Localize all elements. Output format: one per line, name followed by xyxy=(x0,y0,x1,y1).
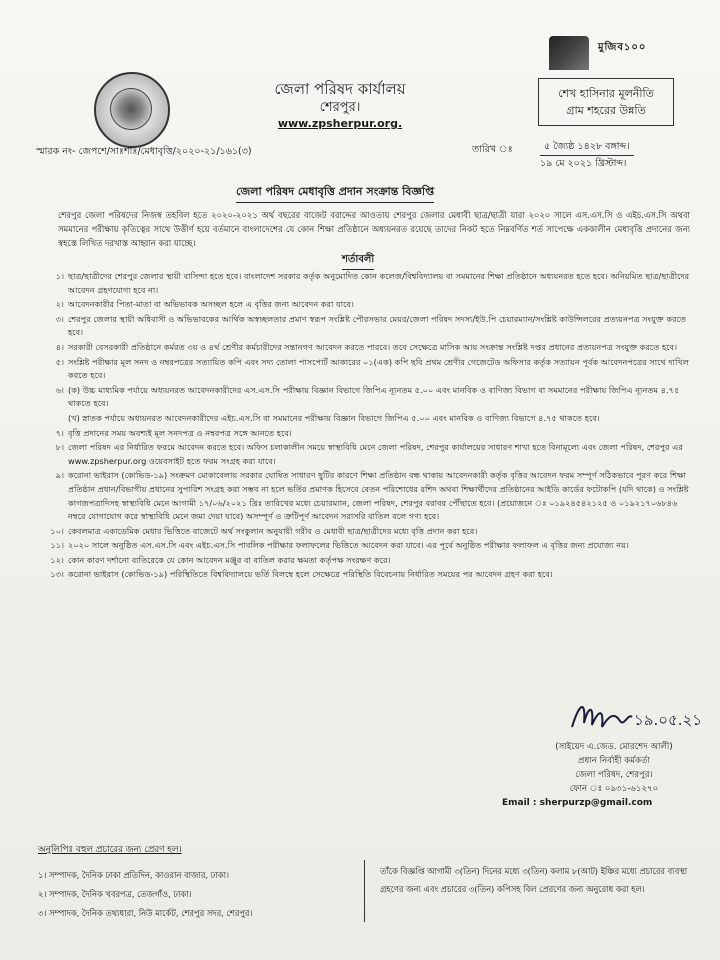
condition-number: ৮। xyxy=(55,442,64,453)
condition-item xyxy=(40,298,690,312)
condition-item xyxy=(40,441,690,468)
intro-paragraph: শেরপুর জেলা পরিষদের নিজস্ব তহবিল হতে ২০২০-২০২১ অর্থ বছরের বাজেট বরাদ্দের আওতায় শেরপুর জেলার মেধাবী ছাত্র/ছাত্রী যারা ২০২০ সালে এস.এস.সি ও এইচ.এস.সি অথবা সমমানের পরীক্ষায় কৃতিত্বের সাথে উত্তীর্ণ হয়ে বর্তমানে বাংলাদেশের যে কোন শিক্ষা প্রতিষ্ঠানে অধ্যয়নরত রয়েছে তাদের নিকট হতে নিম্নবর্ণিত শর্ত সাপেক্ষে এককালীন মেধাবৃত্তি প্রদানের জন্য স্বহস্তে লিখিত দরখাস্ত আহ্বান করা যাচ্ছে। xyxy=(58,210,690,248)
condition-item xyxy=(40,270,690,297)
condition-item xyxy=(40,384,690,411)
condition-text: করোনা ভাইরাস (কোভিড-১৯) পরিস্থিতিতে বিশ্ববিদ্যালয়ে ভর্তি বিলম্বে হলে সেক্ষেত্রে পরিস্থিতি বিবেচনায় নির্ধারিত সময়ের পর আবেদন গ্রহণ করা হবে। xyxy=(68,569,553,580)
copy-recipient: ২। সম্পাদক, দৈনিক খবরপত্র, তেজগাঁও, ঢাকা। xyxy=(38,889,192,899)
memo-reference: স্মারক নং- জেপশে/সাঃশাঃ/মেধাবৃত্তি/২০২০-২১/১৬১(৩) xyxy=(36,146,252,157)
condition-number: ১৩। xyxy=(50,569,64,580)
signer-name: (সাইয়েদ এ.জেড. মোরশেদ আলী) xyxy=(555,742,673,752)
condition-item xyxy=(40,525,690,539)
signature-date: ১৯.০৫.২১ xyxy=(634,711,702,729)
signer-designation: প্রধান নির্বাহী কর্মকর্তা xyxy=(578,756,650,766)
condition-number: ৬। xyxy=(55,384,64,395)
condition-text: করোনা ভাইরাস (কোভিড-১৯) সংক্রমণ মোকাবেলায় সরকার ঘোষিত সাধারণ ছুটির কারণে শিক্ষা প্রতিষ্ঠান বন্ধ থাকায় আবেদনকারী কর্তৃক বৃত্তির আবেদন ফরম সম্পূর্ণ সঠিকভাবে পূরণ করে শিক্ষা প্রতিষ্ঠান প্রধান/বিভাগীয় প্রধানের সুপারিশ সংগ্রহ করা সম্ভব না হলে ভর্তির প্রমাণক হিসেবে বেতন পরিশোধের রশিদ অথবা শিক্ষার্থীদের প্রতিষ্ঠানের আইডি কার্ডের ফটোকপি (যদি থাকে) ও সংশ্লিষ্ট কাগজপত্রাদিসহ স্বাস্থ্যবিধি মেনে আগামী ১৭/০৬/২০২১ খ্রিঃ তারিখের মধ্যে চেয়ারম্যান, জেলা পরিষদ, শেরপুর বরাবর পৌঁছাতে হবে। (প্রয়োজনে ঃ ০১৯২৪৫৪২১২৫ ও ০১৯২১৭০৬৮৪৬ নম্বরে যোগাযোগ করে স্বাস্থ্যবিধি মেনে জমা দেয়া যাবে) অসম্পূর্ণ ও ত্রুটিপূর্ণ আবেদন সরাসরি বাতিল বলে গণ্য হবে। xyxy=(68,470,689,522)
condition-item xyxy=(40,469,690,523)
date-english: ১৯ মে ২০২১ খ্রিস্টাব্দ। xyxy=(540,158,627,169)
condition-number: ২। xyxy=(55,299,64,310)
conditions-list xyxy=(40,270,690,583)
condition-text: সংশ্লিষ্ট পরীক্ষার মূল সনদ ও নম্বরপত্রের সত্যায়িত কপি এবং সদ্য তোলা পাসপোর্ট আকারের ০১(এক) কপি ছবি প্রথম শ্রেণীর গেজেটেড অফিসার কর্তৃক সত্যায়ন পূর্বক আবেদনপত্রের সাথে দাখিল করতে হবে। xyxy=(68,356,689,381)
condition-text: কোন কারণ দর্শানো ব্যতিরেকে যে কোন আবেদন মঞ্জুর বা বাতিল করার ক্ষমতা কর্তৃপক্ষ সংরক্ষণ করে। xyxy=(68,554,391,565)
slogan-line-2: গ্রাম শহরের উন্নতি xyxy=(566,104,646,117)
signer-email[interactable]: Email : sherpurzp@gmail.com xyxy=(502,798,653,808)
condition-text: শেরপুর জেলার স্থায়ী অধিবাসী ও অভিভাবকের আর্থিক অস্বচ্ছলতার প্রমাণ স্বরূপ সংশ্লিষ্ট পৌরসভার মেয়র/জেলা পরিষদ সদস্য/ইউ.পি চেয়ারম্যান/সংশ্লিষ্ট কাউন্সিলরের প্রত্যয়নপত্র সংযুক্ত করতে হবে। xyxy=(68,313,687,338)
mujib-100-logo: মুজিব১০০ xyxy=(598,42,647,53)
condition-item xyxy=(40,412,690,426)
divider xyxy=(364,860,365,922)
website-link[interactable]: www.zpsherpur.org. xyxy=(277,117,403,130)
condition-number: ৩। xyxy=(55,313,64,324)
date-bangla: ৫ জ্যৈষ্ঠ ১৪২৮ বঙ্গাব্দ। xyxy=(540,140,634,156)
copy-title: অনুলিপিঃ বহুল প্রচারের জন্য প্রেরণ হল। xyxy=(38,845,182,855)
condition-item xyxy=(40,341,690,355)
slogan-line-1: শেখ হাসিনার মূলনীতি xyxy=(558,87,654,100)
copy-recipients xyxy=(38,866,358,923)
condition-text: ছাত্র/ছাত্রীদের শেরপুর জেলার স্থায়ী বাসিন্দা হতে হবে। বাংলাদেশ সরকার কর্তৃক অনুমোদিত কোন কলেজ/বিশ্ববিদ্যালয় বা সমমানের শিক্ষা প্রতিষ্ঠানে অধ্যয়নরত হতে হবে। অনিয়মিত ছাত্র/ছাত্রীদের আবেদন গ্রহণযোগ্য হবে না। xyxy=(68,271,690,295)
condition-text: (ক) উচ্চ মাধ্যমিক পর্যায়ে অধ্যয়নরত আবেদনকারীদের এস.এস.সি পরীক্ষায় বিজ্ঞান বিভাগে জিপিএ ন্যূনতম ৫.০০ এবং মানবিক ও বাণিজ্য বিভাগ বা সমমানের পরীক্ষায় জিপিএ ন্যূনতম ৪.৭৫ থাকতে হবে। xyxy=(68,384,680,409)
copy-recipient: ৩। সম্পাদক, দৈনিক তথ্যধারা, নিউ মার্কেট, শেরপুর সদর, শেরপুর। xyxy=(38,908,253,918)
condition-number: ৪। xyxy=(55,341,64,352)
portrait-logo-icon xyxy=(549,36,589,70)
condition-text: সরকারী বেসরকারী প্রতিষ্ঠানে কর্মরত ৩য় ও ৪র্থ শ্রেণীর কর্মচারীদের সন্তানগণ আবেদন করতে পারবে। তবে সেক্ষেত্রে মাসিক আয় সংক্রান্ত সংশ্লিষ্ট দপ্তর প্রধানের প্রত্যয়নপত্র সংযুক্ত করতে হবে। xyxy=(68,341,678,352)
conditions-title: শর্তাবলী xyxy=(342,252,374,270)
condition-item xyxy=(40,554,690,568)
handwritten-signature xyxy=(566,693,706,737)
copy-note: তাঁকে বিজ্ঞপ্তি আগামী ৩(তিন) দিনের মধ্যে ৩(তিন) কলাম ৮(আট) ইঞ্চির মধ্যে প্রচারের ব্যবস্থা গ্রহণের জন্য এবং প্রচারের ৩(তিন) কপিসহ বিল প্রেরণের জন্য অনুরোধ করা হল। xyxy=(380,866,688,894)
condition-number: ৭। xyxy=(55,427,64,438)
condition-text: (খ) স্নাতক পর্যায়ে অধ্যয়নরত আবেদনকারীদের এইচ.এস.সি বা সমমানের পরীক্ষায় বিজ্ঞান বিভাগে জিপিএ ৫.০০ এবং মানবিক ও বাণিজ্য বিভাগে ৪.৭৫ থাকতে হবে। xyxy=(68,412,600,423)
condition-text: কেবলমাত্র একাডেমিক মেধার ভিত্তিতে বাজেটে অর্থ সংকুলান অনুযায়ী গরীব ও মেধাবী ছাত্র/ছাত্রীদের মধ্যে বৃত্তি প্রদান করা হবে। xyxy=(68,525,478,536)
condition-text: জেলা পরিষদ এর নির্ধারিত ফরমে আবেদন করতে হবে। অফিস চলাকালীন সময়ে স্বাস্থ্যবিধি মেনে জেলা পরিষদ, শেরপুর কার্যালয়ের সাধারণ শাখা হতে বিনামূল্যে এবং জেলা পরিষদ, শেরপুর এর www.zpsherpur.org ওয়েবসাইট হতে ফরম সংগ্রহ করা যাবে। xyxy=(68,442,683,466)
copy-recipient: ১। সম্পাদক, দৈনিক ঢাকা প্রতিদিন, কাওরান বাজার, ঢাকা। xyxy=(38,870,229,880)
condition-number: ১১। xyxy=(50,540,64,551)
condition-text: ২০২০ সালে অনুষ্ঠিত এস.এস.সি এবং এইচ.এস.সি পাবলিক পরীক্ষার ফলাফলের ভিত্তিতে আবেদন করা যাবে। এর পূর্বে অনুষ্ঠিত পরীক্ষার ফলাফল এ বৃত্তির জন্য প্রযোজ্য নয়। xyxy=(68,540,629,551)
condition-number: ১২। xyxy=(50,554,64,565)
condition-text: বৃত্তি প্রদানের সময় অবশ্যই মূল সনদপত্র ও নম্বরপত্র সঙ্গে আনতে হবে। xyxy=(68,427,292,438)
condition-number: ৫। xyxy=(55,356,64,367)
condition-item xyxy=(40,313,690,340)
condition-number: ১০। xyxy=(50,525,64,536)
signer-block xyxy=(548,740,680,796)
condition-number: ৯। xyxy=(55,470,64,481)
condition-text: আবেদনকারীর পিতা-মাতা বা অভিভাবক অসচ্ছল হলে এ বৃত্তির জন্য আবেদন করা যাবে। xyxy=(68,299,354,310)
slogan-box xyxy=(538,78,674,126)
condition-number: ১। xyxy=(55,271,64,281)
condition-item xyxy=(40,427,690,441)
office-title: জেলা পরিষদ কার্যালয় xyxy=(274,80,406,98)
notice-heading: জেলা পরিষদ মেধাবৃত্তি প্রদান সংক্রান্ত বিজ্ঞপ্তি xyxy=(236,183,434,203)
condition-item xyxy=(40,539,690,553)
condition-item xyxy=(40,356,690,383)
signer-office: জেলা পরিষদ, শেরপুর। xyxy=(575,770,653,780)
signer-phone: ফোন ঃ ০৯৩১-৬১২৭০ xyxy=(569,784,659,794)
condition-item xyxy=(40,568,690,582)
date-label: তারিখ ঃ xyxy=(472,144,513,155)
office-location: শেরপুর। xyxy=(319,100,361,115)
